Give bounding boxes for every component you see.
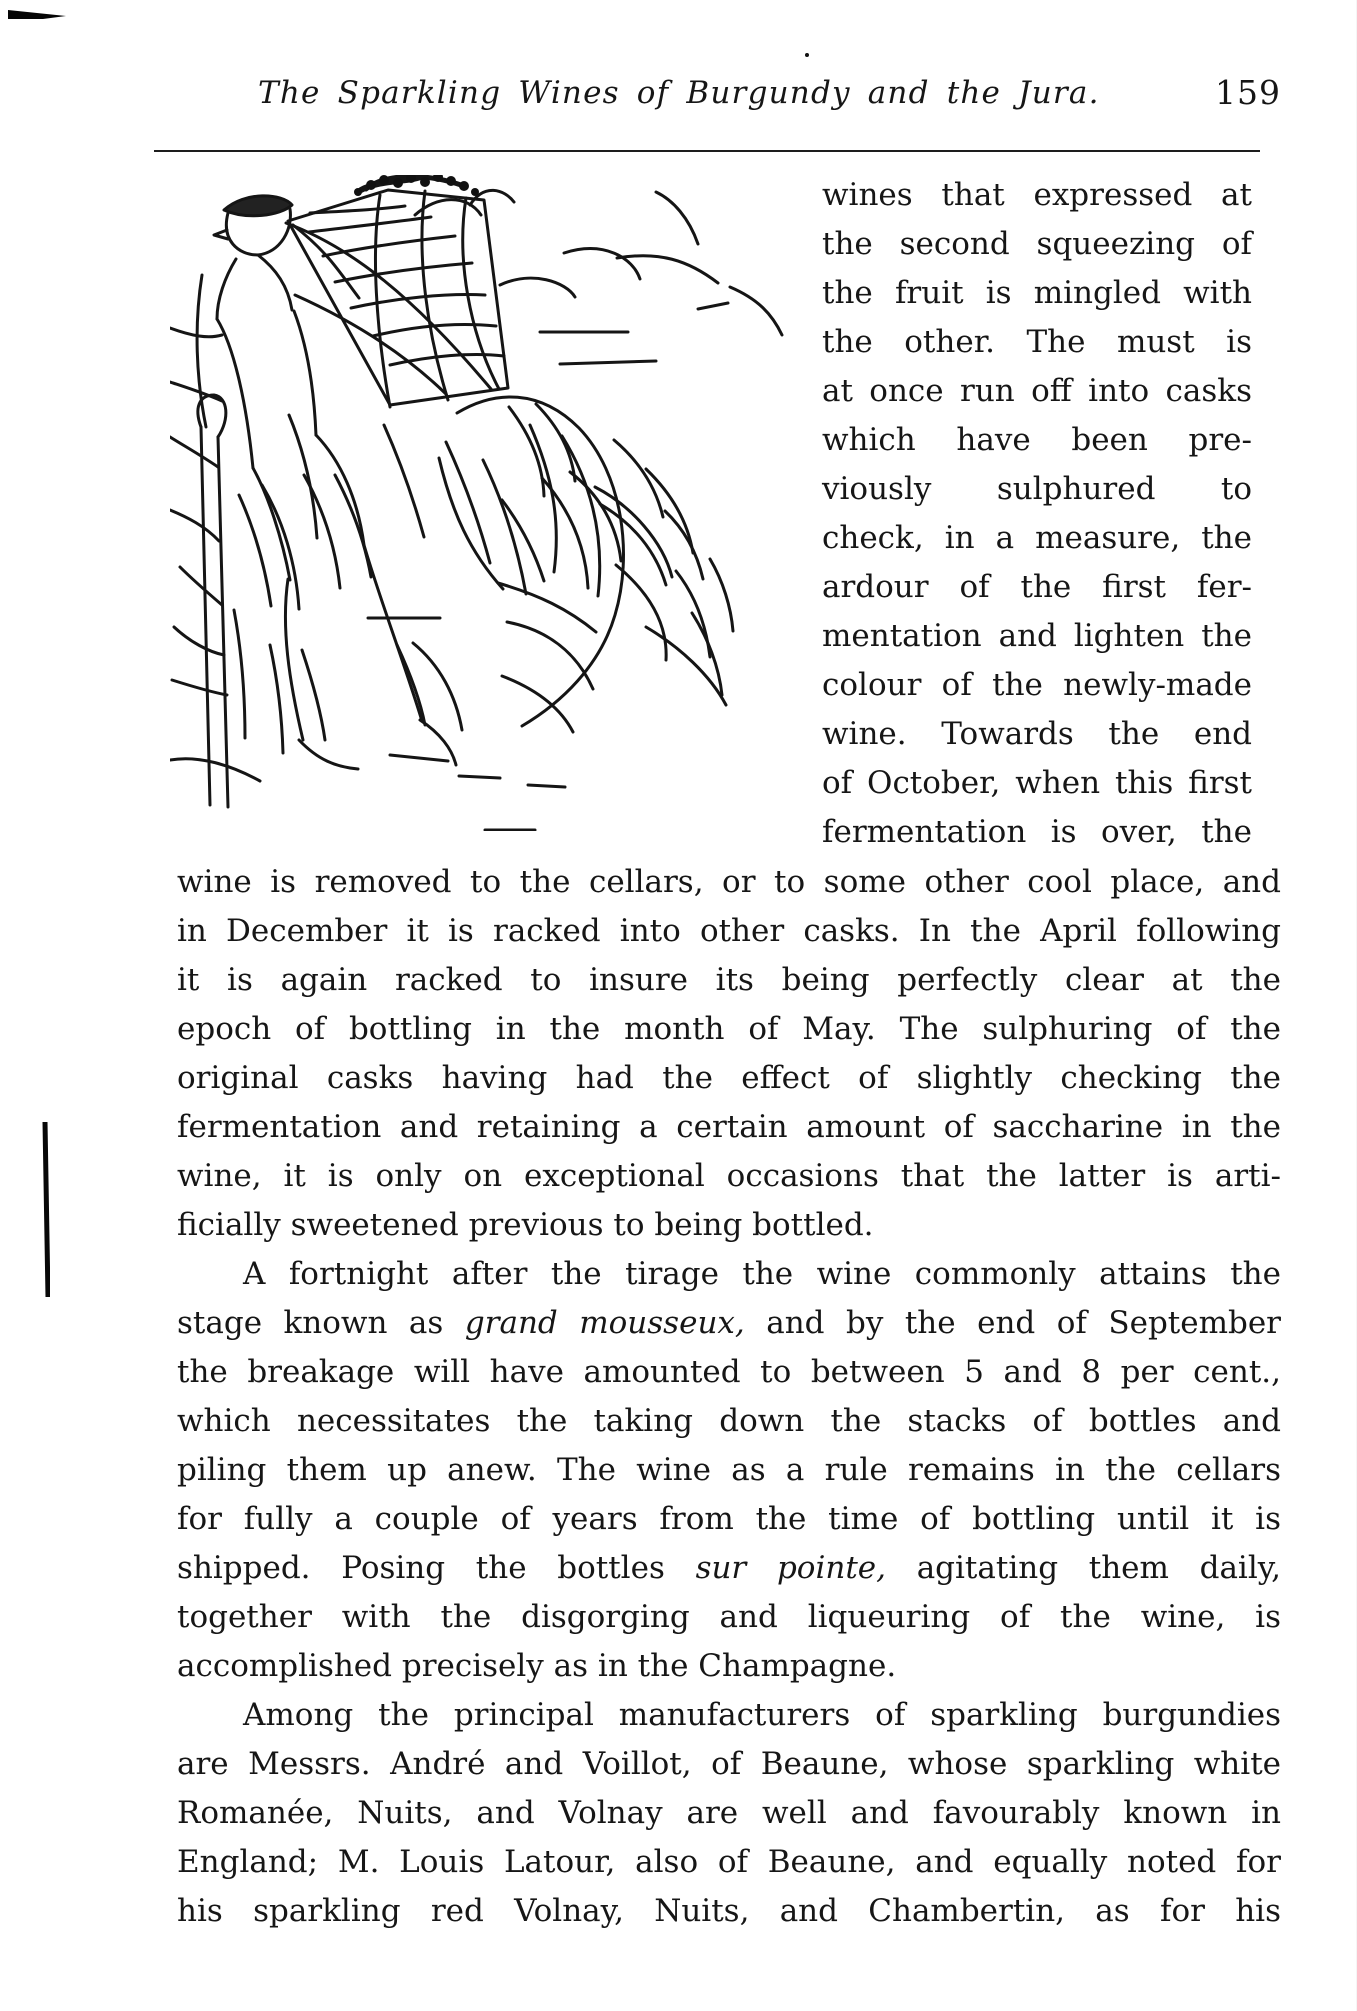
wrapped-paragraph-beside-illustration	[822, 171, 1252, 857]
text-line: ardour of the first fer-	[822, 569, 1252, 605]
text-segment: and by the end of September	[744, 1305, 1282, 1341]
running-head	[258, 68, 1298, 118]
text-line: for fully a couple of years from the time of bottling until it is	[177, 1501, 1281, 1537]
text-line: mentation and lighten the	[822, 618, 1252, 654]
text-line: wine, it is only on exceptional occasions that the latter is arti-	[177, 1158, 1281, 1194]
text-line: the breakage will have amounted to between 5 and 8 per cent.,	[177, 1354, 1281, 1390]
text-segment: stage known as	[177, 1305, 465, 1341]
text-line: are Messrs. André and Voillot, of Beaune, whose sparkling white	[177, 1746, 1281, 1782]
text-line-with-italic	[177, 1299, 1281, 1348]
text-line: fermentation is over, the	[822, 814, 1252, 850]
print-dot	[805, 53, 809, 57]
text-line-with-italic	[177, 1544, 1281, 1593]
text-line: fermentation and retaining a certain amount of saccharine in the	[177, 1109, 1281, 1145]
text-line: wines that expressed at	[822, 177, 1252, 213]
text-line: his sparkling red Volnay, Nuits, and Chambertin, as for his	[177, 1893, 1281, 1929]
main-text-block	[177, 858, 1281, 1936]
text-line: in December it is racked into other casks. In the April following	[177, 913, 1281, 949]
text-line: the other. The must is	[822, 324, 1252, 360]
text-line: check, in a measure, the	[822, 520, 1252, 556]
page-number: 159	[1215, 73, 1281, 112]
text-line: wine is removed to the cellars, or to some other cool place, and	[177, 864, 1281, 900]
text-line: colour of the newly-made	[822, 667, 1252, 703]
italic-term: grand mousseux,	[464, 1305, 745, 1341]
text-line: together with the disgorging and liqueuring of the wine, is	[177, 1599, 1281, 1635]
text-line: which necessitates the taking down the stacks of bottles and	[177, 1403, 1281, 1439]
text-line: epoch of bottling in the month of May. The sulphuring of the	[177, 1011, 1281, 1047]
text-line: of October, when this first	[822, 765, 1252, 801]
text-line: at once run off into casks	[822, 373, 1252, 409]
text-line: ficially sweetened previous to being bottled.	[177, 1207, 874, 1243]
italic-term: sur pointe,	[695, 1550, 886, 1586]
text-line: accomplished precisely as in the Champagne.	[177, 1648, 897, 1684]
text-line: the fruit is mingled with	[822, 275, 1252, 311]
text-line: which have been pre-	[822, 422, 1252, 458]
text-line: Among the principal manufacturers of sparkling burgundies	[243, 1697, 1281, 1733]
header-rule	[154, 150, 1260, 152]
text-segment: agitating them daily,	[886, 1550, 1282, 1586]
text-line: A fortnight after the tirage the wine commonly attains the	[243, 1256, 1281, 1292]
grape-harvester-with-basket-icon	[170, 175, 805, 831]
corner-mark-icon	[8, 8, 66, 22]
text-line: viously sulphured to	[822, 471, 1252, 507]
text-line: Romanée, Nuits, and Volnay are well and favourably known in	[177, 1795, 1281, 1831]
running-head-title: The Sparkling Wines of Burgundy and the Jura.	[258, 75, 1100, 111]
text-line: it is again racked to insure its being perfectly clear at the	[177, 962, 1281, 998]
text-segment: shipped. Posing the bottles	[177, 1550, 696, 1586]
text-line: original casks having had the effect of slightly checking the	[177, 1060, 1281, 1096]
text-line: piling them up anew. The wine as a rule remains in the cellars	[177, 1452, 1281, 1488]
text-line: wine. Towards the end	[822, 716, 1252, 752]
text-line: England; M. Louis Latour, also of Beaune, and equally noted for	[177, 1844, 1281, 1880]
text-line: the second squeezing of	[822, 226, 1252, 262]
margin-mark-icon	[42, 1122, 50, 1297]
